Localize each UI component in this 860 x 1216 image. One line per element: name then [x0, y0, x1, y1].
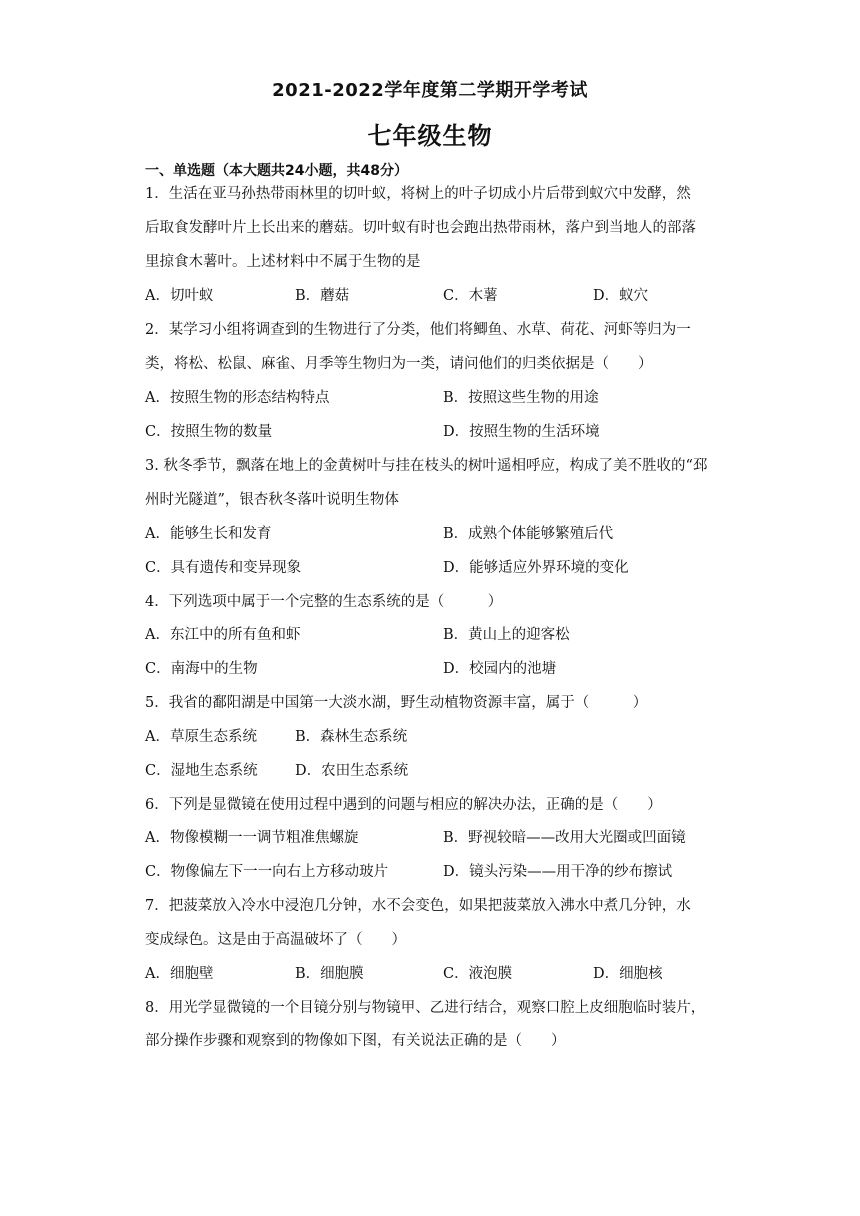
- question-2-line-1: 2．某学习小组将调查到的生物进行了分类，他们将鲫鱼、水草、荷花、河虾等归为一: [145, 322, 691, 338]
- question-1-line-1: 1．生活在亚马孙热带雨林里的切叶蚁，将树上的叶子切成小片后带到蚁穴中发酵，然: [145, 186, 691, 202]
- question-3-option-c: C．具有遗传和变异现象: [145, 560, 302, 576]
- question-4-option-b: B．黄山上的迎客松: [443, 627, 570, 643]
- question-3-line-1: 3. 秋冬季节，飘落在地上的金黄树叶与挂在枝头的树叶遥相呼应，构成了美不胜收的“邳: [145, 458, 708, 474]
- question-3-option-b: B．成熟个体能够繁殖后代: [443, 526, 614, 542]
- question-4-option-c: C．南海中的生物: [145, 661, 258, 677]
- question-7-option-d: D．细胞核: [593, 966, 663, 982]
- exam-title: 2021-2022学年度第二学期开学考试: [272, 80, 588, 101]
- question-1-line-3: 里掠食木薯叶。上述材料中不属于生物的是: [145, 254, 421, 270]
- question-4-line-1: 4．下列选项中属于一个完整的生态系统的是（ ）: [145, 594, 503, 610]
- question-1-option-a: A．切叶蚁: [145, 288, 214, 304]
- question-2-option-b: B．按照这些生物的用途: [443, 390, 599, 406]
- question-8-line-1: 8．用光学显微镜的一个目镜分别与物镜甲、乙进行结合，观察口腔上皮细胞临时装片，: [145, 1000, 706, 1016]
- subject-title: 七年级生物: [367, 122, 493, 150]
- question-4-option-d: D．校园内的池塘: [443, 661, 557, 677]
- question-5-option-c: C．湿地生态系统: [145, 763, 258, 779]
- question-6-option-b: B．野视较暗——改用大光圈或凹面镜: [443, 830, 686, 846]
- question-6-option-a: A．物像模糊一一调节粗准焦螺旋: [145, 830, 359, 846]
- question-7-option-c: C．液泡膜: [443, 966, 513, 982]
- question-5-option-a: A．草原生态系统: [145, 729, 257, 745]
- section-heading: 一、单选题（本大题共24小题，共48分）: [145, 163, 408, 179]
- question-1-option-c: C．木薯: [443, 288, 498, 304]
- question-7-option-a: A．细胞壁: [145, 966, 214, 982]
- question-5-line-1: 5．我省的鄱阳湖是中国第一大淡水湖，野生动植物资源丰富，属于（ ）: [145, 695, 648, 711]
- question-5-option-d: D．农田生态系统: [295, 763, 409, 779]
- question-3-option-d: D．能够适应外界环境的变化: [443, 560, 629, 576]
- question-1-option-d: D．蚁穴: [593, 288, 649, 304]
- question-6-option-d: D．镜头污染——用干净的纱布擦试: [443, 864, 673, 880]
- question-2-option-d: D．按照生物的生活环境: [443, 424, 600, 440]
- question-5-option-b: B．森林生态系统: [295, 729, 408, 745]
- question-8-line-2: 部分操作步骤和观察到的物像如下图，有关说法正确的是（ ）: [145, 1033, 566, 1049]
- question-4-option-a: A．东江中的所有鱼和虾: [145, 627, 301, 643]
- question-7-line-1: 7．把菠菜放入冷水中浸泡几分钟，水不会变色，如果把菠菜放入沸水中煮几分钟，水: [145, 898, 691, 914]
- question-7-line-2: 变成绿色。这是由于高温破坏了（ ）: [145, 932, 406, 948]
- question-1-line-2: 后取食发酵叶片上长出来的蘑菇。切叶蚁有时也会跑出热带雨林，落户到当地人的部落: [145, 220, 696, 236]
- question-2-line-2: 类，将松、松鼠、麻雀、月季等生物归为一类，请问他们的归类依据是（ ）: [145, 356, 653, 372]
- question-3-line-2: 州时光隧道”，银杏秋冬落叶说明生物体: [145, 492, 399, 508]
- question-6-line-1: 6．下列是显微镜在使用过程中遇到的问题与相应的解决办法，正确的是（ ）: [145, 797, 662, 813]
- question-3-option-a: A．能够生长和发育: [145, 526, 272, 542]
- question-1-option-b: B．蘑菇: [295, 288, 350, 304]
- question-6-option-c: C．物像偏左下一一向右上方移动玻片: [145, 864, 389, 880]
- question-2-option-c: C．按照生物的数量: [145, 424, 273, 440]
- question-2-option-a: A．按照生物的形态结构特点: [145, 390, 330, 406]
- question-7-option-b: B．细胞膜: [295, 966, 364, 982]
